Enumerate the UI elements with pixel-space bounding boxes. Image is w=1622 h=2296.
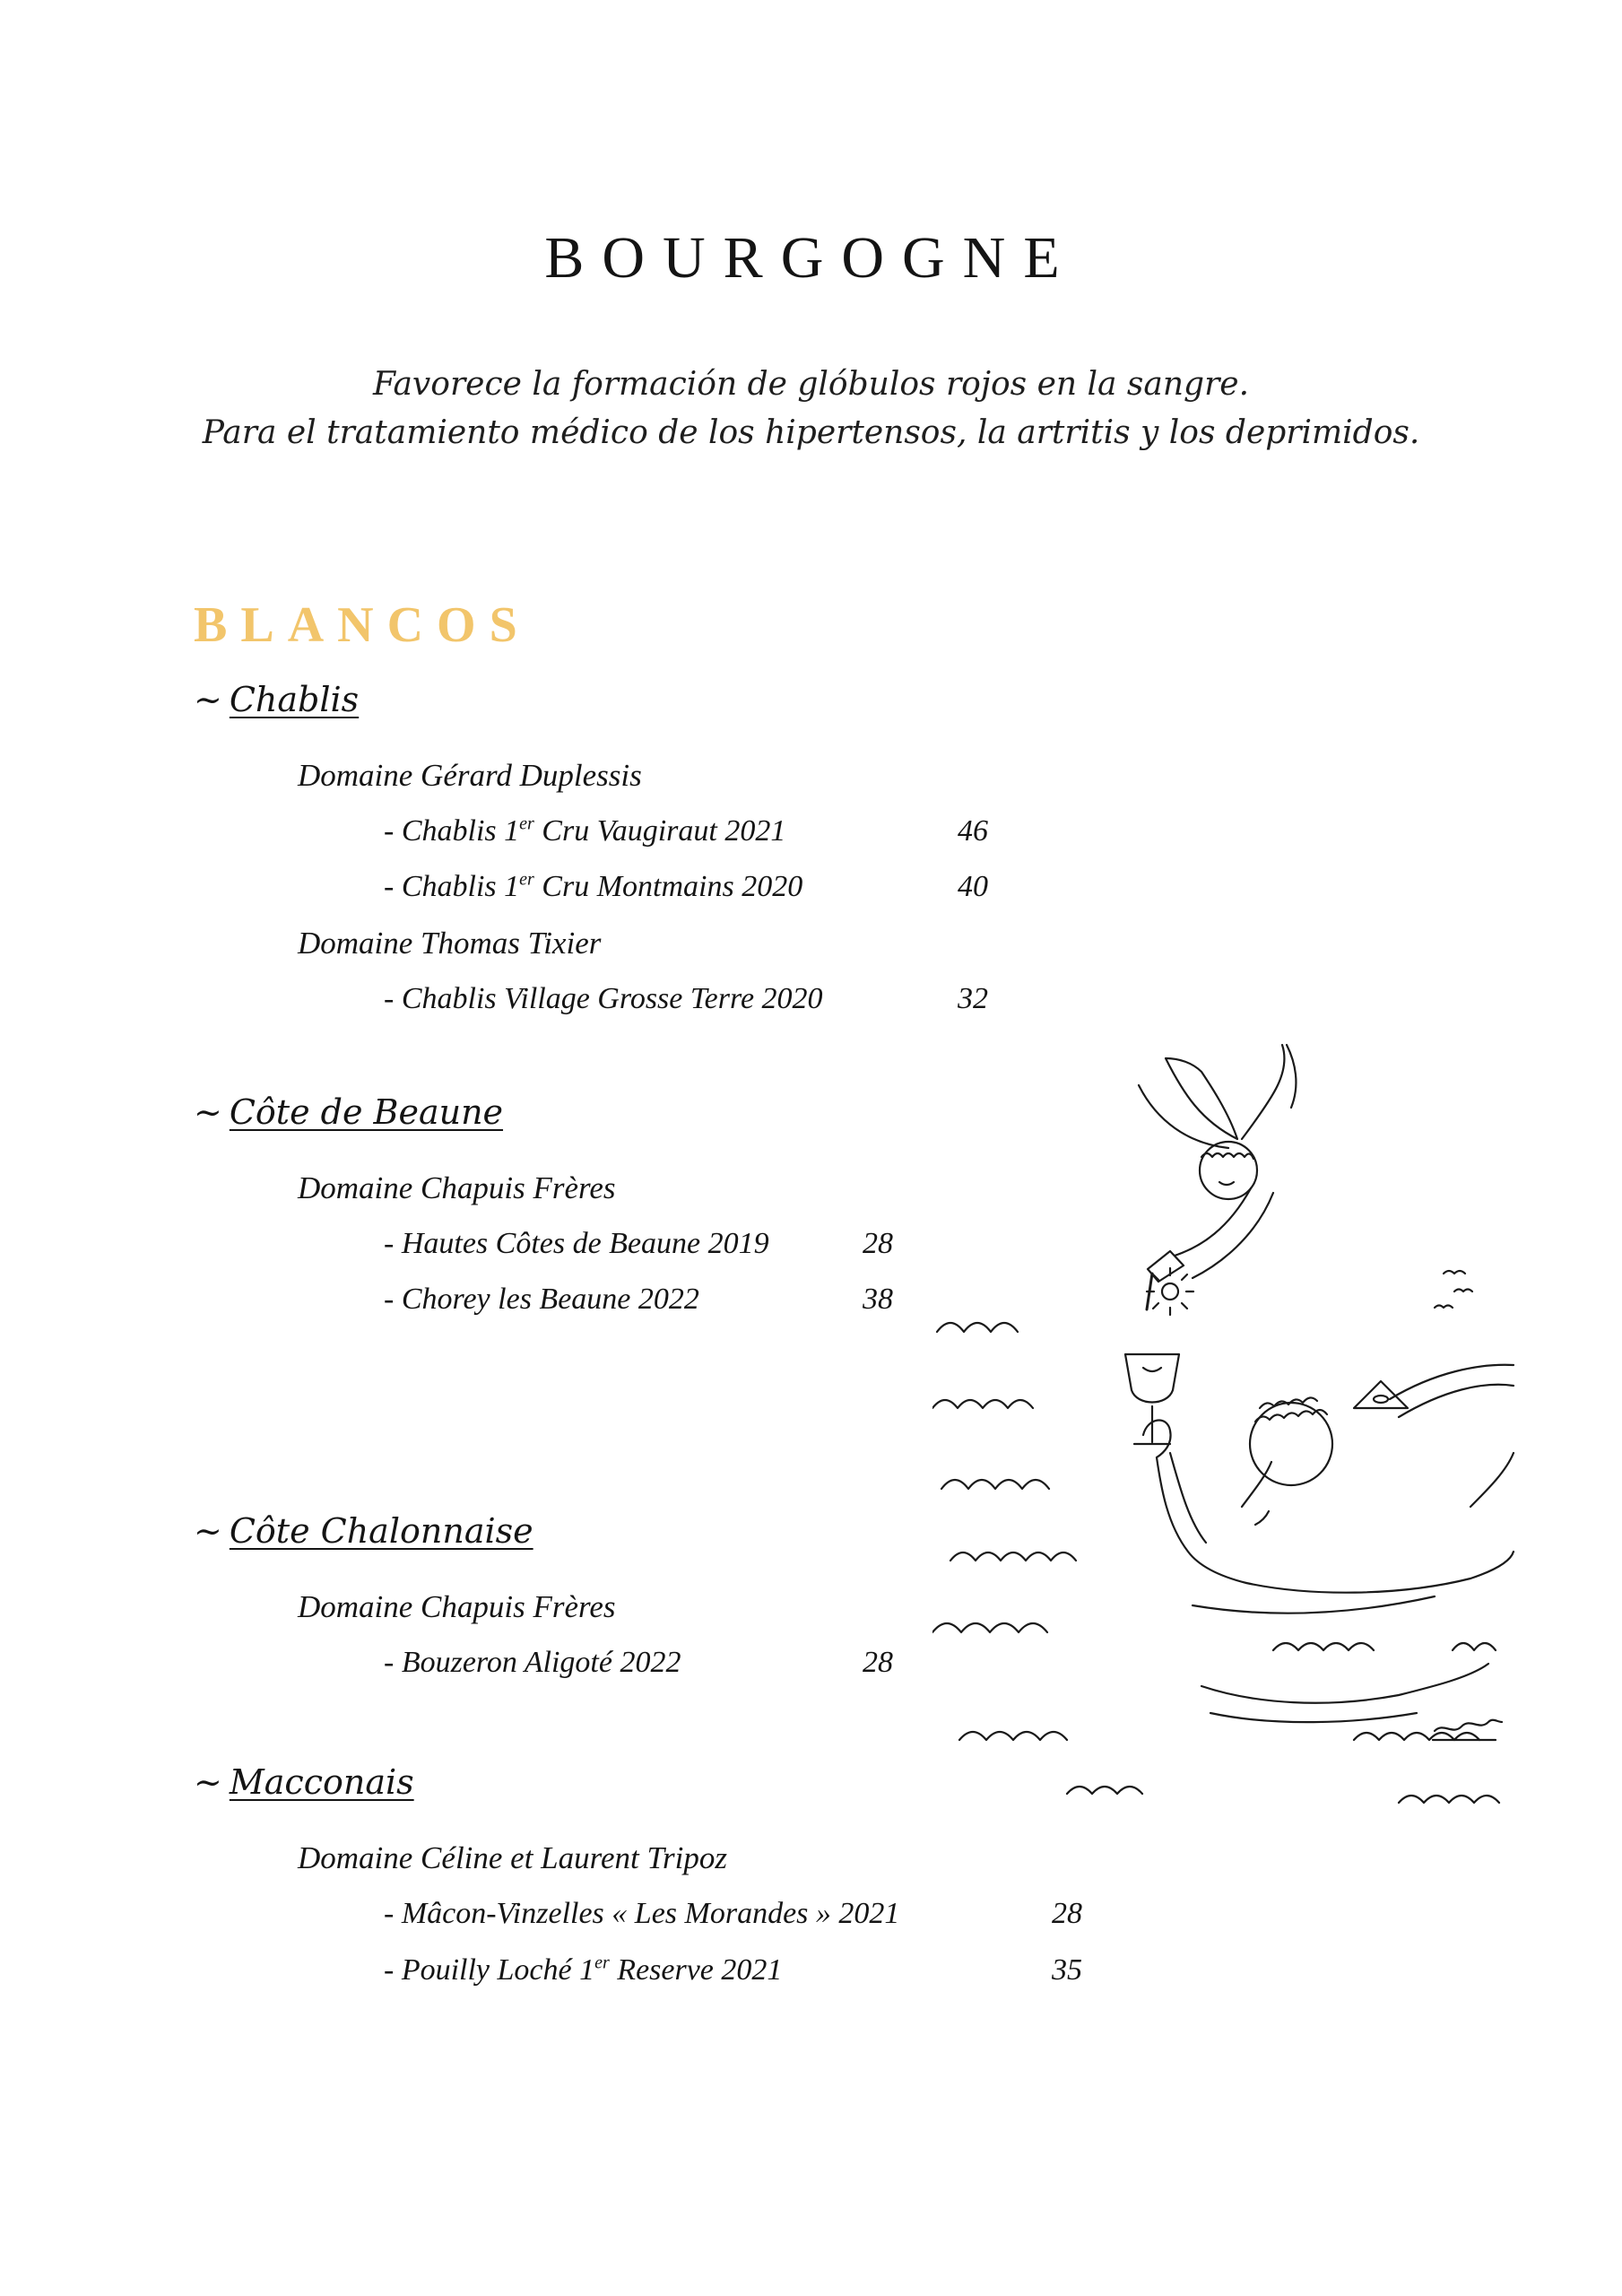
wine-item: - Chablis 1er Cru Montmains 2020 bbox=[384, 869, 803, 903]
angel-pouring-wine-illustration bbox=[932, 1022, 1515, 1857]
wine-item: - Pouilly Loché 1er Reserve 2021 bbox=[384, 1952, 783, 1987]
region-name: Côte Chalonnaise bbox=[229, 1511, 533, 1551]
subtitle-line-1: Favorece la formación de glóbulos rojos en la sangre. bbox=[372, 366, 1250, 403]
tilde-marker: ~ bbox=[194, 680, 222, 719]
wine-item: - Bouzeron Aligoté 2022 bbox=[384, 1646, 681, 1679]
region-heading-cote-chalonnaise bbox=[194, 1511, 533, 1551]
wine-item: - Chablis Village Grosse Terre 2020 bbox=[384, 982, 823, 1015]
producer-name: Domaine Gérard Duplessis bbox=[298, 758, 642, 793]
region-name: Macconais bbox=[229, 1762, 414, 1802]
wine-price: 28 bbox=[863, 1646, 893, 1679]
tilde-marker: ~ bbox=[194, 1762, 222, 1802]
tilde-marker: ~ bbox=[194, 1092, 222, 1132]
section-title-blancos: BLANCOS bbox=[194, 597, 531, 653]
wine-price: 40 bbox=[958, 870, 988, 903]
wine-price: 38 bbox=[863, 1283, 893, 1316]
wine-price: 28 bbox=[1052, 1897, 1082, 1930]
producer-name: Domaine Chapuis Frères bbox=[298, 1170, 616, 1205]
wine-item: - Chorey les Beaune 2022 bbox=[384, 1283, 699, 1316]
page-title: BOURGOGNE bbox=[544, 225, 1078, 291]
producer-name: Domaine Céline et Laurent Tripoz bbox=[298, 1840, 727, 1875]
producer-name: Domaine Chapuis Frères bbox=[298, 1589, 616, 1624]
wine-item: - Hautes Côtes de Beaune 2019 bbox=[384, 1227, 769, 1260]
subtitle-line-2: Para el tratamiento médico de los hipertensos, la artritis y los deprimidos. bbox=[202, 414, 1420, 451]
wine-item: - Mâcon-Vinzelles « Les Morandes » 2021 bbox=[384, 1897, 900, 1930]
wine-item: - Chablis 1er Cru Vaugiraut 2021 bbox=[384, 813, 786, 848]
region-heading-macconais bbox=[194, 1762, 414, 1802]
region-heading-chablis bbox=[194, 680, 359, 719]
region-heading-cote-de-beaune bbox=[194, 1092, 503, 1132]
region-name: Côte de Beaune bbox=[229, 1092, 504, 1132]
producer-name: Domaine Thomas Tixier bbox=[298, 926, 602, 961]
tilde-marker: ~ bbox=[194, 1511, 222, 1551]
wine-price: 35 bbox=[1052, 1953, 1082, 1987]
wine-price: 46 bbox=[958, 814, 988, 848]
wine-price: 32 bbox=[958, 982, 988, 1015]
region-name: Chablis bbox=[229, 680, 360, 719]
wine-price: 28 bbox=[863, 1227, 893, 1260]
